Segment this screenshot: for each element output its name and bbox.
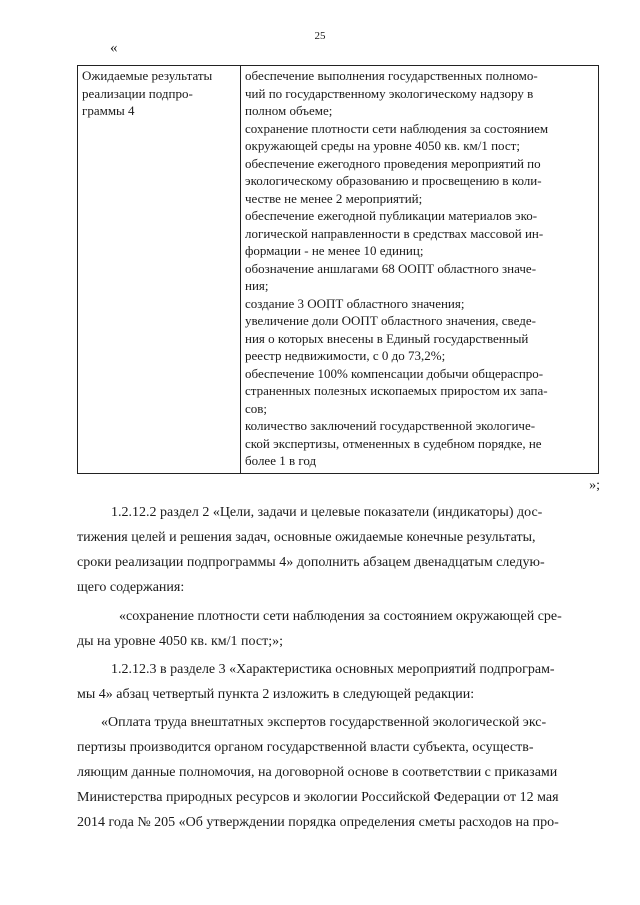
content-line: окружающей среды на уровне 4050 кв. км/1 пост;	[245, 138, 520, 153]
content-line: более 1 в год	[245, 453, 317, 468]
paragraph-line: сроки реализации подпрограммы 4» дополнить абзацем двенадцатым следую-	[77, 555, 545, 570]
content-line: ния;	[245, 278, 269, 293]
content-line: страненных полезных ископаемых приростом их запа-	[245, 383, 548, 398]
paragraph-line: «сохранение плотности сети наблюдения за состоянием окружающей сре-	[119, 609, 562, 624]
paragraph-line: пертизы производится органом государственной власти субъекта, осуществ-	[77, 740, 534, 755]
paragraph-line: Министерства природных ресурсов и экологии Российской Федерации от 12 мая	[77, 790, 559, 805]
content-line: логической направленности в средствах массовой ин-	[245, 225, 544, 241]
content-line: создание 3 ООПТ областного значения;	[245, 295, 465, 311]
content-line: ния о которых внесены в Единый государственный	[245, 330, 529, 346]
content-line: обеспечение ежегодной публикации материалов эко-	[245, 208, 538, 223]
paragraph-quoted-addition	[77, 604, 599, 654]
opening-quote-mark: «	[110, 40, 118, 56]
paragraph-line: 2014 года № 205 «Об утверждении порядка определения сметы расходов на про-	[77, 815, 559, 830]
paragraph-line: 1.2.12.2 раздел 2 «Цели, задачи и целевые показатели (индикаторы) дос-	[111, 505, 543, 520]
paragraph-line: ляющим данные полномочия, на договорной основе в соответствии с приказами	[77, 765, 558, 780]
paragraph-line: щего содержания:	[77, 580, 185, 595]
expected-results-table	[77, 65, 599, 474]
page-number: 25	[314, 30, 326, 42]
content-line: сохранение плотности сети наблюдения за состоянием	[245, 120, 549, 136]
paragraph-1-2-12-2	[77, 500, 599, 600]
content-line: формации - не менее 10 единиц;	[245, 243, 424, 258]
label-line: Ожидаемые результаты	[82, 68, 213, 83]
content-line: экологическому образованию и просвещению в коли-	[245, 173, 542, 188]
paragraph-1-2-12-3	[77, 657, 599, 707]
label-line: реализации подпро-	[82, 85, 193, 101]
table-content-cell	[241, 66, 599, 474]
content-line: чий по государственному экологическому надзору в	[245, 85, 534, 101]
paragraph-expert-payment	[77, 710, 599, 835]
paragraph-line: ды на уровне 4050 кв. км/1 пост;»;	[77, 634, 283, 649]
paragraph-line: тижения целей и решения задач, основные ожидаемые конечные результаты,	[77, 530, 536, 545]
closing-quote-mark: »;	[589, 478, 600, 493]
paragraph-line: 1.2.12.3 в разделе 3 «Характеристика основных мероприятий подпрограм-	[111, 662, 555, 677]
table-label-cell	[78, 66, 241, 474]
table-row	[78, 66, 599, 474]
content-line: ской экспертизы, отмененных в судебном порядке, не	[245, 435, 542, 451]
content-line: сов;	[245, 400, 268, 416]
label-line: граммы 4	[82, 103, 135, 118]
content-line: обеспечение ежегодного проведения мероприятий по	[245, 155, 541, 171]
content-line: обеспечение выполнения государственных полномо-	[245, 68, 538, 83]
content-line: количество заключений государственной экологиче-	[245, 418, 536, 433]
paragraph-line: «Оплата труда внештатных экспертов государственной экологической экс-	[101, 715, 547, 730]
content-line: честве не менее 2 мероприятий;	[245, 190, 423, 206]
content-line: полном объеме;	[245, 103, 333, 118]
paragraph-line: мы 4» абзац четвертый пункта 2 изложить в следующей редакции:	[77, 687, 475, 702]
content-line: обозначение аншлагами 68 ООПТ областного значе-	[245, 260, 537, 276]
content-line: обеспечение 100% компенсации добычи общераспро-	[245, 365, 544, 381]
content-line: увеличение доли ООПТ областного значения, сведе-	[245, 313, 536, 328]
content-line: реестр недвижимости, с 0 до 73,2%;	[245, 348, 446, 363]
